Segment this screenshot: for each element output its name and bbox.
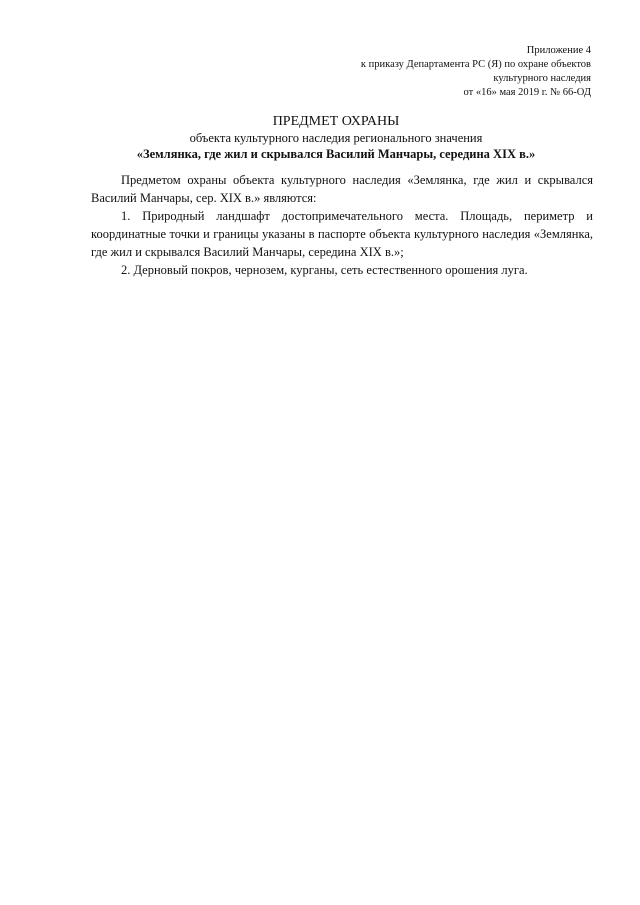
list-item-2: 2. Дерновый покров, чернозем, курганы, сеть естественного орошения луга. <box>121 263 528 277</box>
document-title: ПРЕДМЕТ ОХРАНЫ <box>272 114 400 129</box>
annex-number: Приложение 4 <box>526 45 591 56</box>
annex-order-date: от «16» мая 2019 г. № 66-ОД <box>463 87 591 98</box>
intro-paragraph: Предметом охраны объекта культурного наследия «Землянка, где жил и скрывался Василий Манчары, сер. XIX в.» являются: <box>91 173 593 205</box>
annex-header <box>261 44 591 100</box>
document-body <box>91 171 593 279</box>
list-item-1: 1. Природный ландшафт достопримечательного места. Площадь, периметр и координатные точки и границы указаны в паспорте объекта культурного наследия «Землянка, где жил и скрывался Василий Манчары, середина XIX в.»; <box>91 209 593 259</box>
annex-order-reference-cont: культурного наследия <box>493 73 591 84</box>
object-name: «Землянка, где жил и скрывался Василий Манчары, середина XIX в.» <box>136 147 536 161</box>
document-heading <box>60 113 612 163</box>
annex-order-reference: к приказу Департамента РС (Я) по охране объектов <box>360 59 591 70</box>
document-subtitle: объекта культурного наследия регионального значения <box>189 131 483 145</box>
